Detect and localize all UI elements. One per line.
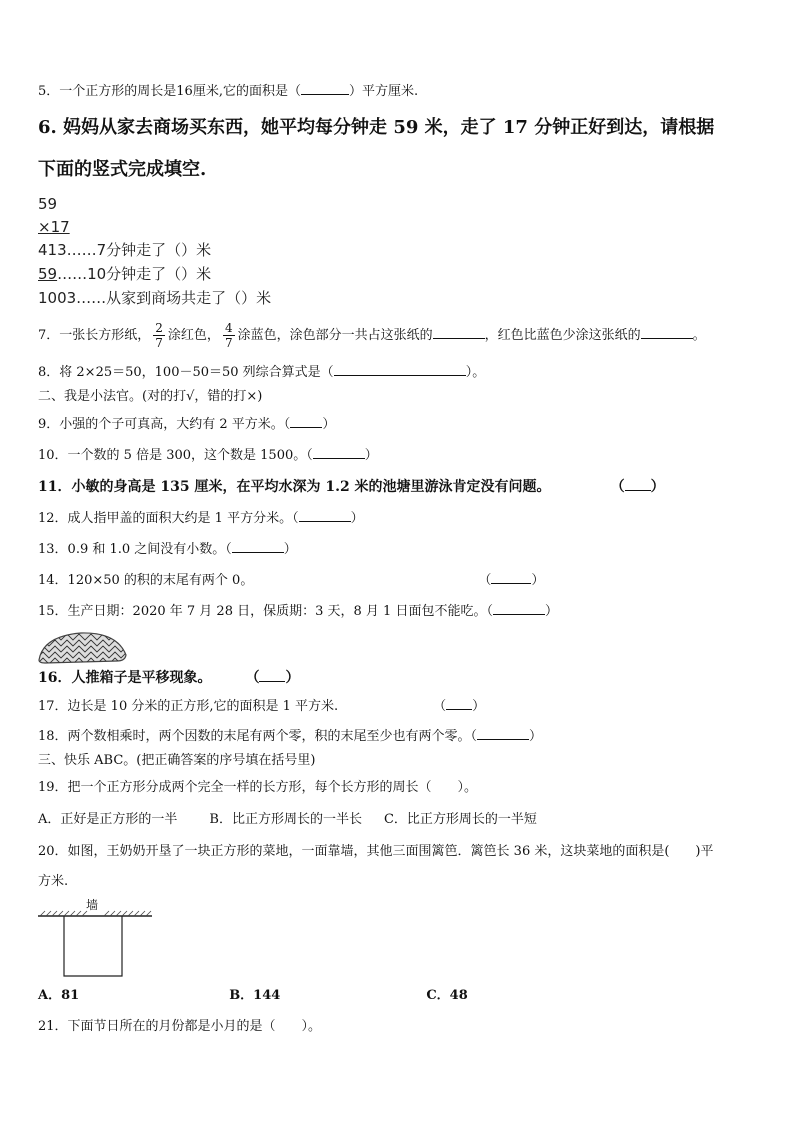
calc-row-4 — [38, 264, 211, 284]
question-15 — [38, 602, 558, 621]
question-8-tail: ）。 — [465, 365, 486, 380]
question-7-blue: 涂蓝色，涂色部分一共占这张纸的 — [237, 328, 433, 343]
section-3-heading: 三、快乐 ABC。(把正确答案的序号填在括号里) — [38, 753, 316, 768]
question-8 — [38, 363, 485, 382]
question-12-tail: ） — [350, 511, 364, 526]
question-16-text: 16．人推箱子是平移现象。 — [38, 670, 212, 686]
question-21: 21．下面节日所在的月份都是小月的是（ ）。 — [38, 1019, 322, 1034]
question-15-tail: ） — [544, 604, 558, 619]
fraction-numerator: 2 — [155, 321, 163, 335]
question-19-options — [38, 811, 537, 829]
fraction-numerator: 4 — [224, 321, 233, 335]
question-14-open: （ — [478, 573, 492, 588]
answer-blank[interactable] — [493, 602, 545, 615]
question-10-text: 10．一个数的 5 倍是 300，这个数是 1500。（ — [38, 448, 313, 463]
calc-row-1: 59 — [38, 195, 58, 213]
answer-blank[interactable] — [232, 540, 284, 553]
question-17-text: 17．边长是 10 分米的正方形,它的面积是 1 平方米. — [38, 699, 339, 714]
answer-blank[interactable] — [301, 82, 349, 95]
question-17 — [38, 697, 485, 716]
calc-row-3: 413……7分钟走了（）米 — [38, 241, 212, 259]
bread-illustration — [37, 630, 129, 666]
section-2-heading: 二、我是小法官。(对的打√，错的打×) — [38, 389, 263, 404]
question-13-text: 13．0.9 和 1.0 之间没有小数。（ — [38, 542, 232, 557]
answer-blank[interactable] — [299, 509, 351, 522]
question-12 — [38, 509, 364, 528]
question-20-options — [38, 987, 468, 1005]
question-20-line2: 方米. — [38, 874, 69, 889]
question-9-text: 9．小强的个子可真高，大约有 2 平方米。（ — [38, 417, 291, 432]
question-17-open: （ — [433, 699, 447, 714]
question-7 — [38, 318, 706, 354]
question-16-tail: ） — [285, 670, 300, 686]
question-10-tail: ） — [364, 448, 378, 463]
question-9 — [38, 415, 335, 434]
question-6-line2: 下面的竖式完成填空. — [38, 159, 207, 180]
question-16-open: （ — [245, 670, 260, 686]
question-14 — [38, 571, 544, 590]
question-19: 19．把一个正方形分成两个完全一样的长方形，每个长方形的周长（ ）。 — [38, 780, 478, 795]
answer-blank[interactable] — [433, 326, 485, 339]
answer-blank[interactable] — [477, 727, 529, 740]
wall-label: 墙 — [86, 898, 99, 912]
fraction-denominator: 7 — [155, 336, 163, 350]
question-13-tail: ） — [283, 542, 297, 557]
answer-blank[interactable] — [290, 415, 322, 428]
question-11-open: （ — [610, 479, 625, 495]
answer-blank[interactable] — [446, 697, 472, 710]
question-18-tail: ） — [529, 729, 543, 744]
question-10 — [38, 446, 378, 465]
question-11-tail: ） — [650, 479, 665, 495]
question-11-text: 11．小敏的身高是 135 厘米，在平均水深为 1.2 米的池塘里游泳肯定没有问题。 — [38, 479, 551, 495]
question-7-diff: ，红色比蓝色少涂这张纸的 — [484, 328, 641, 343]
calc-row-2: ×17 — [38, 218, 70, 236]
question-18-text: 18．两个数相乘时，两个因数的末尾有两个零，积的末尾至少也有两个零。（ — [38, 729, 478, 744]
question-9-tail: ） — [322, 417, 336, 432]
question-17-tail: ） — [472, 699, 486, 714]
question-6-line1: 6. 妈妈从家去商场买东西，她平均每分钟走 59 米，走了 17 分钟正好到达，请根据 — [38, 117, 715, 138]
option-c[interactable]: C．48 — [426, 988, 468, 1003]
answer-blank[interactable] — [334, 363, 466, 376]
question-14-tail: ） — [531, 573, 545, 588]
calc-row-4-text: ……10分钟走了（）米 — [57, 265, 212, 283]
question-12-text: 12．成人指甲盖的面积大约是 1 平方分米。（ — [38, 511, 299, 526]
question-5 — [38, 82, 418, 101]
question-18 — [38, 727, 542, 746]
option-b[interactable]: B．比正方形周长的一半长 — [209, 812, 362, 827]
calc-row-4-number: 59 — [38, 265, 58, 283]
question-5-text: 5．一个正方形的周长是16厘米,它的面积是（ — [38, 84, 301, 99]
question-5-tail: ）平方厘米. — [348, 84, 419, 99]
question-7-end: 。 — [692, 328, 706, 343]
option-b[interactable]: B．144 — [229, 988, 281, 1003]
fraction-four-sevenths — [223, 321, 235, 350]
answer-blank[interactable] — [491, 571, 531, 584]
answer-blank[interactable] — [625, 478, 651, 491]
question-13 — [38, 540, 297, 559]
answer-blank[interactable] — [641, 326, 693, 339]
question-7-prefix: 7．一张长方形纸， — [38, 328, 151, 343]
question-20-line1: 20．如图，王奶奶开垦了一块正方形的菜地，一面靠墙，其他三面围篱笆．篱笆长 36 米，这块菜地的面积是( )平 — [38, 844, 714, 859]
question-11 — [38, 478, 665, 496]
question-8-text: 8．将 2×25＝50，100－50＝50 列综合算式是（ — [38, 365, 334, 380]
option-c[interactable]: C．比正方形周长的一半短 — [383, 812, 537, 827]
question-16 — [38, 669, 299, 687]
answer-blank[interactable] — [259, 669, 285, 682]
option-a[interactable]: A．81 — [38, 988, 80, 1003]
question-15-text: 15．生产日期：2020 年 7 月 28 日，保质期：3 天，8 月 1 日面包不能吃。（ — [38, 604, 493, 619]
calc-row-5: 1003……从家到商场共走了（）米 — [38, 289, 272, 307]
answer-blank[interactable] — [313, 446, 365, 459]
question-14-text: 14．120×50 的积的末尾有两个 0。 — [38, 573, 254, 588]
question-7-red: 涂红色， — [167, 328, 220, 343]
fraction-two-sevenths — [153, 321, 165, 350]
fraction-denominator: 7 — [224, 336, 233, 350]
option-a[interactable]: A．正好是正方形的一半 — [38, 812, 178, 827]
